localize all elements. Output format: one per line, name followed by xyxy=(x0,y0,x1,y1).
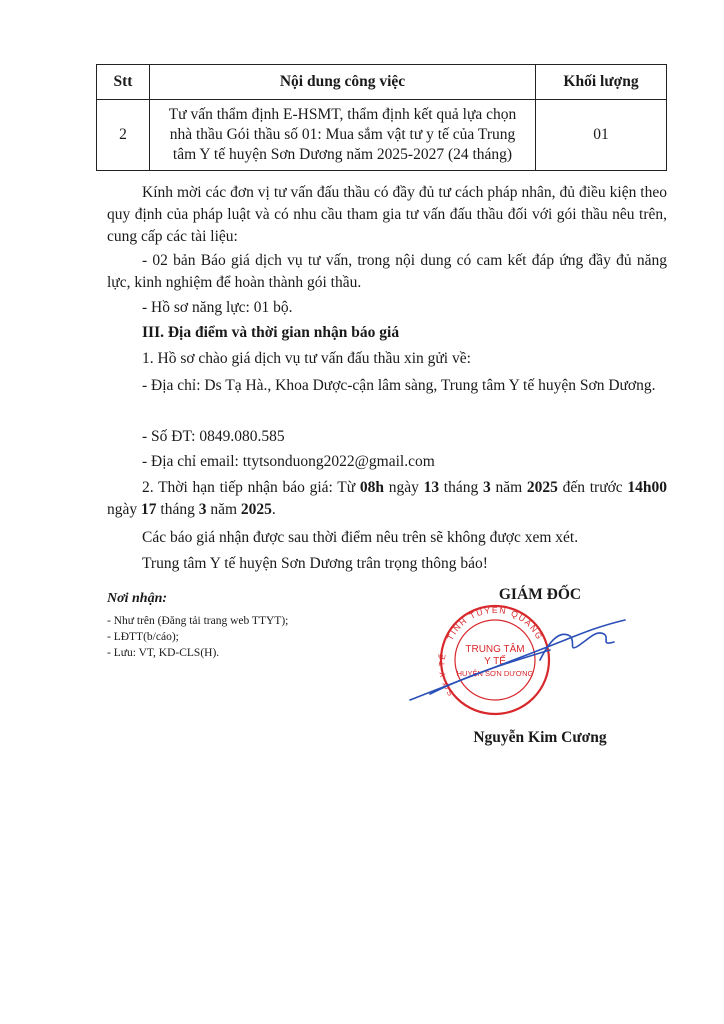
svg-text:SỞ Y TẾ xyxy=(437,652,456,698)
header-quantity: Khối lượng xyxy=(536,65,667,100)
recipient-item: - LĐTT(b/cáo); xyxy=(107,631,179,643)
seal-line2: Y TẾ xyxy=(484,656,506,667)
cell-content-line: tâm Y tế huyện Sơn Dương năm 2025-2027 (24 tháng) xyxy=(172,146,513,163)
doc-profile-line: - Hồ sơ năng lực: 01 bộ. xyxy=(142,299,293,316)
official-seal-icon xyxy=(400,600,640,720)
deadline-start-day: 13 xyxy=(423,479,440,496)
cell-content-line: Tư vấn thẩm định E-HSMT, thẩm định kết quả lựa chọn xyxy=(168,106,517,123)
deadline-text: tháng xyxy=(439,479,483,496)
doc-quote-text: - 02 bản Báo giá dịch vụ tư vấn, trong nội dung có cam kết đáp ứng đầy đủ năng lực, kinh nghiệm để hoàn thành gói thầu. xyxy=(107,252,667,291)
cell-content xyxy=(150,100,536,171)
doc-quote-paragraph xyxy=(107,250,667,294)
seal-line1: TRUNG TÂM xyxy=(465,644,525,655)
address-paragraph xyxy=(107,375,667,397)
svg-text:TỈNH TUYÊN QUANG xyxy=(445,605,545,642)
cell-content-line: nhà thầu Gói thầu số 01: Mua sắm vật tư y tế của Trung xyxy=(169,126,516,143)
table-row xyxy=(97,100,667,171)
deadline-text: ngày xyxy=(383,479,424,496)
deadline-text: đến trước xyxy=(557,479,628,496)
work-table xyxy=(96,64,667,171)
cell-quantity: 01 xyxy=(536,100,667,171)
invite-text: Kính mời các đơn vị tư vấn đấu thầu có đầy đủ tư cách pháp nhân, đủ điều kiện theo quy định của pháp luật và có nhu cầu tham gia tư vấn đấu thầu đối với gói thầu nêu trên, cung cấp các tài liệu: xyxy=(107,184,667,245)
deadline-text: năm xyxy=(206,501,241,518)
deadline-text: tháng xyxy=(156,501,199,518)
deadline-end-month: 3 xyxy=(198,501,207,518)
seal-left-text: SỞ Y TẾ xyxy=(437,652,456,698)
recipients-title: Nơi nhận: xyxy=(107,591,168,606)
recipient-item: - Như trên (Đăng tải trang web TTYT); xyxy=(107,615,289,627)
deadline-text: 2. Thời hạn tiếp nhận báo giá: Từ xyxy=(142,479,360,496)
email-line: - Địa chỉ email: ttytsonduong2022@gmail.com xyxy=(142,453,435,470)
seal-top-text: TỈNH TUYÊN QUANG xyxy=(444,604,546,642)
recipient-item: - Lưu: VT, KD-CLS(H). xyxy=(107,647,220,659)
deadline-text: . xyxy=(271,501,276,518)
deadline-text: ngày xyxy=(107,501,142,518)
deadline-text: năm xyxy=(490,479,527,496)
signer-position: GIÁM ĐỐC xyxy=(498,586,582,603)
address-text: - Địa chỉ: Ds Tạ Hà., Khoa Dược-cận lâm sàng, Trung tâm Y tế huyện Sơn Dương. xyxy=(142,377,656,394)
late-notice-line: Các báo giá nhận được sau thời điểm nêu trên sẽ không được xem xét. xyxy=(142,529,579,546)
deadline-end-hour: 14h00 xyxy=(627,479,668,496)
deadline-start-month: 3 xyxy=(482,479,491,496)
signer-name: Nguyễn Kim Cương xyxy=(473,729,607,746)
table-header-row xyxy=(97,65,667,100)
header-content: Nội dung công việc xyxy=(150,65,536,100)
deadline-start-hour: 08h xyxy=(359,479,384,496)
item1-line: 1. Hồ sơ chào giá dịch vụ tư vấn đấu thầu xin gửi về: xyxy=(142,350,471,367)
section-title: III. Địa điểm và thời gian nhận báo giá xyxy=(142,324,400,341)
header-stt: Stt xyxy=(97,65,150,100)
deadline-end-year: 2025 xyxy=(240,501,272,518)
seal-line3: HUYỆN SƠN DƯƠNG xyxy=(456,669,534,678)
closing-line: Trung tâm Y tế huyện Sơn Dương trân trọng thông báo! xyxy=(142,555,488,572)
deadline-start-year: 2025 xyxy=(526,479,558,496)
phone-line: - Số ĐT: 0849.080.585 xyxy=(142,428,285,445)
deadline-end-day: 17 xyxy=(141,501,157,518)
invite-paragraph xyxy=(107,182,667,248)
deadline-paragraph xyxy=(107,477,667,521)
cell-stt: 2 xyxy=(97,100,150,171)
